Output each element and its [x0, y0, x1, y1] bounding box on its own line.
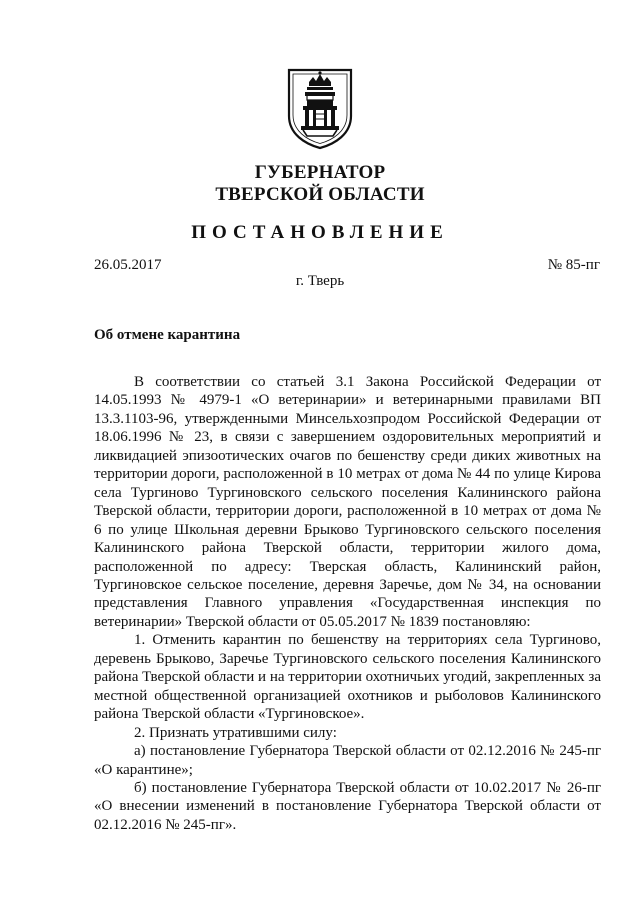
document-subject: Об отмене карантина	[94, 327, 241, 343]
clause-2-paragraph: 2. Признать утратившими силу:	[134, 724, 337, 741]
document-city: г. Тверь	[295, 273, 345, 289]
issuer-region: ТВЕРСКОЙ ОБЛАСТИ	[215, 184, 425, 205]
clause-2b-paragraph: б) постановление Губернатора Тверской области от 10.02.2017 № 26-пг «О внесении изменений в постановление Губернатора Тверской области от 02.12.2016 № 245-пг».	[94, 779, 601, 833]
coat-of-arms-icon	[285, 66, 355, 150]
document-number: № 85-пг	[547, 257, 600, 273]
issuer-title: ГУБЕРНАТОР	[254, 162, 386, 183]
document-date: 26.05.2017	[94, 257, 162, 273]
clause-1-paragraph: 1. Отменить карантин по бешенству на территориях села Тургиново, деревень Брыково, Заречье Тургиновского сельского поселения Калининского района Тверской области и на территории охотничьих угодий, закрепленных за местной общественной организацией охотников и рыболовов Калининского района Тверской области «Тургиновское».	[94, 632, 601, 723]
clause-2a-paragraph: а) постановление Губернатора Тверской области от 02.12.2016 № 245-пг «О карантине»;	[94, 743, 601, 778]
preamble-paragraph: В соответствии со статьей 3.1 Закона Российской Федерации от 14.05.1993 № 4979-1 «О ветеринарии» и ветеринарными правилами ВП 13.3.1103-96, утвержденными Минсельхозпродом Российской Федерации от 18.06.1996 № 23, в связи с завершением оздоровительных мероприятий и ликвидацией эпизоотических очагов по бешенству среди диких животных на территории дороги, расположенной в 10 метрах от дома № 44 по улице Кирова села Тургиново Тургиновского сельского поселения Калининского района Тверской области, территории дороги, расположенной в 10 метрах от дома № 6 по улице Школьная деревни Брыково Тургиновского сельского поселения Калининского района Тверской области, территории жилого дома, расположенной по адресу: Тверская область, Калининский район, Тургиновское сельское поселение, деревня Заречье, дом № 34, на основании представления Главного управления «Государственная инспекция по ветеринарии» Тверской области от 05.05.2017 № 1839 постановляю:	[94, 374, 601, 630]
document-type: ПОСТАНОВЛЕНИЕ	[191, 222, 449, 243]
document-body	[94, 373, 601, 834]
